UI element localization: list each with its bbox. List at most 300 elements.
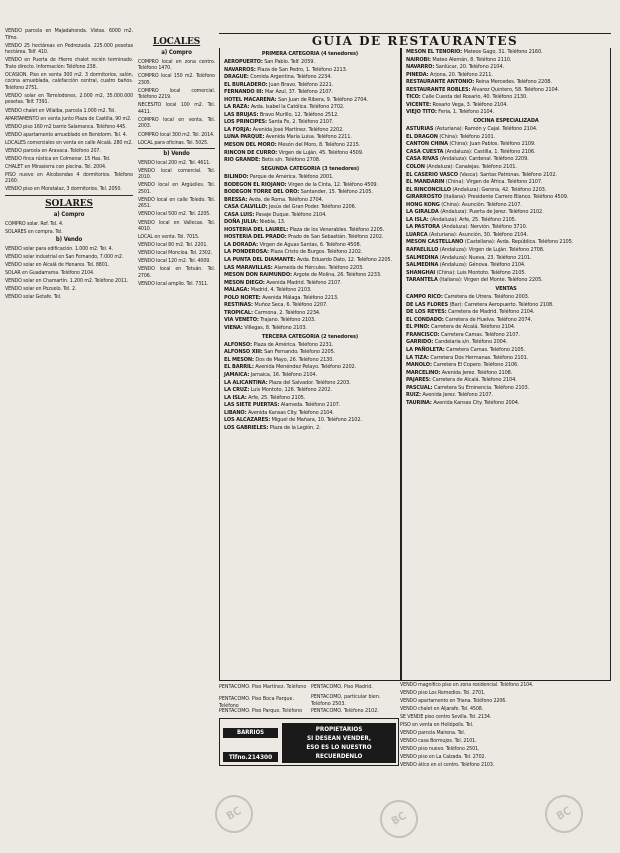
restaurant-details: Plaza de la Legión, 2. xyxy=(269,424,321,431)
classified-ad: VENDO solar en Chamartín. 1.200 m2. Teléfono 2011. xyxy=(5,277,129,284)
restaurant-details: Carretera Camas. Teléfono 2107. xyxy=(440,331,520,338)
classified-ad: VENDO solar Getafe. Tel. xyxy=(5,294,62,300)
restaurant-entry xyxy=(224,310,396,317)
restaurant-entry xyxy=(406,187,606,194)
restaurant-details: Plaza del Salvador. Teléfono 2203. xyxy=(268,379,351,386)
restaurant-name: LA ALICANTINA: xyxy=(224,379,268,386)
ad-line: PROPIETARIOS xyxy=(315,726,363,733)
restaurant-entry xyxy=(406,362,606,369)
ad-message xyxy=(282,723,396,763)
subsection-compro: a) Compro xyxy=(161,49,192,56)
restaurant-entry xyxy=(224,395,396,402)
restaurant-details: Carretera Dos Hermanas. Teléfono 2101. xyxy=(430,354,529,361)
restaurant-details: Trajano. Teléfono 2103. xyxy=(260,317,316,324)
restaurant-entry xyxy=(406,202,606,209)
restaurant-entry xyxy=(224,242,396,249)
restaurant-name: MESON DON RAIMUNDO: xyxy=(224,272,292,279)
restaurant-name: TROPICAL: xyxy=(224,309,253,316)
classified-ad: COMPRO local 150 m2. Teléfono 2305. xyxy=(138,73,215,86)
restaurant-details: (Andaluza): Nueva, 23. Teléfono 2101. xyxy=(439,254,532,261)
restaurant-details: Miguel de Mañara, 10. Teléfono 2102. xyxy=(271,417,362,424)
restaurant-details: Arjona, 20. Teléfono 2211. xyxy=(430,71,493,78)
restaurant-details: Jesús del Gran Poder. Teléfono 2206. xyxy=(268,204,357,211)
restaurant-name: LOS ALCAZARES: xyxy=(224,417,271,424)
ad-line: ESO ES LO NUESTRO xyxy=(306,744,372,751)
restaurant-name: TAURINA: xyxy=(406,399,432,406)
restaurant-name: MALAGA: xyxy=(224,287,250,294)
restaurant-details: Virgen de Luján, 45. Teléfono 4509. xyxy=(278,149,364,156)
restaurant-entry xyxy=(224,212,396,219)
restaurant-details: (Andaluza): Cardenal. Teléfono 2209. xyxy=(439,156,529,163)
restaurant-details: Santa Fe, 2. Teléfono 2107. xyxy=(268,119,334,126)
restaurant-name: HONG KONG xyxy=(406,201,440,208)
restaurant-details: Carretera Camas. Teléfono 2105. xyxy=(446,346,526,353)
small-ad: PENTACOMO. Piso Boca Parque. Teléfono xyxy=(219,696,295,709)
restaurant-entry xyxy=(224,349,396,356)
restaurant-details: (Andaluza): Arfe, 25. Teléfono 2105. xyxy=(430,216,517,223)
classified-ad: VENDO piso Los Remedios. Tel. 2701. xyxy=(400,690,486,697)
restaurant-name: LA PASTORA xyxy=(406,224,440,231)
classified-ad: VENDO solar en Pozuelo. Tel. 2. xyxy=(5,285,77,292)
divider xyxy=(138,148,215,149)
restaurant-details: Muñoz Seca, 6. Teléfono 2207. xyxy=(254,302,328,309)
restaurant-entry xyxy=(224,127,396,134)
restaurant-name: MESON DEL MORO: xyxy=(224,141,277,148)
restaurant-name: DE LOS REYES: xyxy=(406,309,447,316)
classified-ad: VENDO en Puerta de Hierro chalet recién terminado. Trato directo. Información: Teléfono 238. xyxy=(5,57,133,70)
restaurant-entry xyxy=(406,179,606,186)
restaurant-name: PINEDA: xyxy=(406,71,429,78)
classified-ad: APARTAMENTO en venta junto Plaza de Castilla, 90 m2. xyxy=(5,115,132,122)
restaurant-entry xyxy=(406,134,606,141)
restaurant-entry xyxy=(224,364,396,371)
restaurant-guide-right xyxy=(401,33,611,681)
restaurant-entry xyxy=(224,174,396,181)
restaurant-details: Avda. Eduardo Dato, 12. Teléfono 2205. xyxy=(296,256,392,263)
restaurant-name: LUNA PARQUE: xyxy=(224,134,265,141)
restaurant-name: RESTAURANTE ANTONIO: xyxy=(406,79,475,86)
restaurant-details: San Fernando. Teléfono 2205. xyxy=(264,349,336,356)
restaurant-name: LA FORJA: xyxy=(224,126,252,133)
restaurant-details: (Andaluza): Génova. Teléfono 2104. xyxy=(439,262,526,269)
classified-ad: LOCALES comerciales en venta en calle Alcalá. 280 m2. xyxy=(5,139,133,146)
restaurant-entry xyxy=(406,302,606,309)
restaurant-details: Carretera El Copero. Teléfono 2106. xyxy=(433,362,519,369)
restaurant-name: LA CRUZ: xyxy=(224,387,250,394)
restaurant-entry xyxy=(224,317,396,324)
subsection-compro: a) Compro xyxy=(53,211,85,219)
restaurant-entry xyxy=(406,164,606,171)
restaurant-details: Plaza de San Pedro, 1. Teléfono 2213. xyxy=(257,66,348,73)
classified-ad: VENDO magnífico piso en zona residencial. Teléfono 2104. xyxy=(400,682,534,688)
restaurant-details: Carretera de Utrera. Teléfono 2003. xyxy=(444,294,530,301)
restaurant-name: LA PAÑOLETA: xyxy=(406,346,445,353)
classified-ad: LOCAL para oficinas. Tel. 5025. xyxy=(138,139,209,146)
classified-ad: SOLAR en Guadarrama. Teléfono 2104. xyxy=(5,269,95,276)
restaurant-entry xyxy=(224,142,396,149)
watermark-stamp: BC xyxy=(373,793,425,845)
restaurant-name: RINCON DE CURRO: xyxy=(224,149,278,156)
restaurant-entry xyxy=(406,87,606,94)
small-ad: PENTACOMO. Piso Martínez. Teléfono xyxy=(219,684,307,690)
restaurant-details: Mateo Alemán, 8. Teléfono 2110. xyxy=(432,56,512,63)
restaurant-entry xyxy=(224,67,396,74)
restaurant-name: BILINDO: xyxy=(224,173,249,180)
restaurant-details: Plaza de los Venerables. Teléfono 2205. xyxy=(289,226,385,233)
restaurant-details: Carmona, 2. Teléfono 2234. xyxy=(254,309,321,316)
restaurant-name: HOTEL MACARENA: xyxy=(224,96,277,103)
restaurant-details: (Asturiana): Asunción, 30. Teléfono 2104. xyxy=(429,231,528,238)
classified-ad: VENDO solar en Torrelodones, 2.000 m2, 35.000.000 pesetas. Telf. 7391. xyxy=(5,92,133,106)
restaurant-name: RESTAURANTE ROBLES: xyxy=(406,86,471,93)
restaurant-details: Villegas, 8. Teléfono 2103. xyxy=(244,324,307,331)
classified-ad: SOLARES en compra. Tel. xyxy=(5,228,63,235)
restaurant-name: CAMPO RICO: xyxy=(406,294,443,301)
restaurant-name: LAS BRUJAS: xyxy=(224,111,259,118)
restaurant-details: Santander, 15. Teléfono 2105. xyxy=(300,189,373,196)
restaurant-name: EL MESON: xyxy=(224,356,254,363)
restaurant-entry xyxy=(224,249,396,256)
restaurant-name: TICO: xyxy=(406,94,421,101)
restaurant-name: ALFONSO: xyxy=(224,341,252,348)
small-ad: PENTACOMO. Piso Madrid. xyxy=(311,684,373,690)
restaurant-entry xyxy=(406,109,606,116)
restaurant-name: EL CASERIO VASCO xyxy=(406,171,458,178)
restaurant-name: FRANCISCO: xyxy=(406,331,440,338)
restaurant-name: ASTURIAS xyxy=(406,126,434,133)
subsection-vendo: b) Vendo xyxy=(55,236,83,244)
restaurant-entry xyxy=(224,119,396,126)
restaurant-details: Rosario Vega, 3. Teléfono 2104. xyxy=(432,101,508,108)
ad-telephone: Tlfno.214300 xyxy=(223,752,278,762)
restaurant-name: CASA CALVILLO: xyxy=(224,204,268,211)
category-heading: TERCERA CATEGORIA (2 tenedores) xyxy=(261,333,359,340)
restaurant-details: Carretera de Alcalá. Teléfono 2104. xyxy=(430,324,516,331)
restaurant-entry xyxy=(406,317,606,324)
restaurant-entry xyxy=(406,64,606,71)
restaurant-details: Jamaica, 16. Teléfono 2104. xyxy=(250,372,317,378)
restaurant-entry xyxy=(406,377,606,384)
restaurant-name: VIA VENETO: xyxy=(224,317,259,324)
restaurant-entry xyxy=(224,272,396,279)
restaurant-details: Avenida Kansas City. Teléfono 2104. xyxy=(247,409,334,416)
restaurant-details: Plaza de América. Teléfono 2231. xyxy=(253,341,334,348)
watermark-stamp: BC xyxy=(208,788,260,840)
restaurant-entry xyxy=(406,370,606,377)
restaurant-entry xyxy=(406,57,606,64)
restaurant-name: EL CONDADO: xyxy=(406,316,444,323)
restaurant-entry xyxy=(406,209,606,216)
restaurant-details: Prado de San Sebastián. Teléfono 2202. xyxy=(288,234,384,241)
restaurant-details: (Vasca): Santas Patronas. Teléfono 2102. xyxy=(459,171,557,178)
restaurant-entry xyxy=(224,265,396,272)
classified-ad: VENDO chalet en Aljarafe. Tel. 4508. xyxy=(400,706,484,713)
restaurant-entry xyxy=(406,262,606,269)
classified-ad: VENDO local 80 m2. Tel. 2201. xyxy=(138,242,208,249)
divider xyxy=(5,195,133,196)
classified-ad: VENDO local en Vallecas. Tel. 4010. xyxy=(138,219,215,233)
section-heading-locales: LOCALES xyxy=(152,37,201,47)
restaurant-name: MANOLO: xyxy=(406,362,432,369)
restaurant-entry xyxy=(406,232,606,239)
restaurant-name: NAVARRO: xyxy=(406,64,435,71)
restaurant-details: Álvarez Quintero, 58. Teléfono 2104. xyxy=(471,86,560,93)
classified-ad: VENDO local en calle Toledo. Tel. 2651. xyxy=(138,196,215,210)
restaurant-name: EL BARRIL: xyxy=(224,364,254,371)
restaurant-name: CASA CUESTA xyxy=(406,148,444,155)
restaurant-details: Avenida Jerez. Teléfono 2107. xyxy=(422,392,493,399)
restaurant-details: (China): Asunción. Teléfono 2107. xyxy=(441,201,522,208)
classified-ad: VENDO local 500 m2. Tel. 2205. xyxy=(138,211,211,218)
restaurant-name: RIO GRANDE: xyxy=(224,157,261,164)
small-ad: PENTACOMO, particular bien. Teléfono 2503. xyxy=(311,694,381,707)
restaurant-name: LIBANO: xyxy=(224,409,247,416)
restaurant-name: RAFAELILLO xyxy=(406,247,439,254)
propietarios-ad-box xyxy=(219,718,399,766)
restaurant-name: MARCELINO: xyxy=(406,369,441,376)
restaurant-details: Dos de Mayo, 26. Teléfono 2130. xyxy=(255,356,334,363)
restaurant-details: Juan Bravo. Teléfono 2221. xyxy=(269,81,334,88)
restaurant-name: CASA LUIS: xyxy=(224,211,255,218)
restaurant-details: (Andaluza): Nervión. Teléfono 3710. xyxy=(441,224,528,231)
restaurant-details: Feria, 1. Teléfono 2104. xyxy=(438,109,495,116)
restaurant-name: BODEGON TORRE DEL ORO: xyxy=(224,189,300,196)
restaurant-details: (China): Virgen de África. Teléfono 2107. xyxy=(445,179,543,186)
classified-ad: VENDO parcela en Majadahonda. Vistas. 6000 m2. Tlfno. xyxy=(5,28,133,41)
restaurant-name: EL PINO: xyxy=(406,324,430,331)
restaurant-entry xyxy=(406,239,606,246)
restaurant-entry xyxy=(224,74,396,81)
restaurant-details: Bravo Murillo, 12. Teléfono 2512. xyxy=(259,111,339,118)
restaurant-name: LA PUNTA DEL DIAMANTE: xyxy=(224,256,296,263)
restaurant-entry xyxy=(406,247,606,254)
restaurant-entry xyxy=(406,392,606,399)
restaurant-entry xyxy=(406,309,606,316)
restaurant-details: (China): Luis Montoto. Teléfono 2105. xyxy=(436,269,526,276)
restaurant-entry xyxy=(406,149,606,156)
restaurant-details: Avenida María Luisa. Teléfono 2211. xyxy=(265,134,352,141)
restaurant-entry xyxy=(406,141,606,148)
classifieds-column-1 xyxy=(5,28,133,788)
restaurant-name: NAIROBI: xyxy=(406,56,431,63)
restaurant-entry xyxy=(224,219,396,226)
restaurant-details: Carretera de Alcalá. Teléfono 2104. xyxy=(432,377,517,384)
restaurant-details: Carretera Su Eminencia. Teléfono 2103. xyxy=(433,384,530,391)
restaurant-details: Madrid, 4. Teléfono 2103. xyxy=(250,287,312,294)
restaurant-details: (Andaluza): Castilla, 1. Teléfono 2106. xyxy=(444,148,536,155)
restaurant-name: LA PONDEROSA: xyxy=(224,249,269,256)
watermark-stamp: BC xyxy=(538,788,590,840)
restaurant-entry xyxy=(406,277,606,284)
restaurant-name: SALMEDINA xyxy=(406,254,439,261)
classified-ad: VENDO piso en La Calzada. Tel. 2702. xyxy=(400,754,486,761)
restaurant-name: LOS PRINCIPES: xyxy=(224,119,267,126)
restaurant-name: LA GIRALDA xyxy=(406,209,439,216)
restaurant-name: ALFONSO XIII: xyxy=(224,349,263,356)
restaurant-details: Reina Mercedes. Teléfono 2208. xyxy=(475,79,552,86)
restaurant-details: (China): Teléfono 2101. xyxy=(439,133,496,140)
category-heading: SEGUNDA CATEGORIA (3 tenedores) xyxy=(260,166,360,173)
classified-ad: VENDO apartamento en Triana. Teléfono 2206. xyxy=(400,698,507,705)
classified-ad: VENDO parcela Mairena. Tel. xyxy=(400,730,466,737)
restaurant-name: GARRIDO: xyxy=(406,339,434,346)
ad-line: SI DESEAN VENDER, xyxy=(307,735,371,742)
restaurant-entry xyxy=(224,182,396,189)
restaurant-entry xyxy=(406,400,606,407)
restaurant-name: PASCUAL: xyxy=(406,384,433,391)
restaurant-details: (China): Juan Pablos. Teléfono 2109. xyxy=(449,141,536,148)
restaurant-details: Niebla, 13. xyxy=(259,219,286,226)
restaurant-name: CASA RIVAS xyxy=(406,156,439,163)
classified-ad: VENDO chalet en Villalba, parcela 1.000 m2. Tel. xyxy=(5,107,116,114)
small-ad: PENTACOMO. Teléfono 2102. xyxy=(311,708,379,714)
classified-ad: VENDO ático en el centro. Teléfono 2103. xyxy=(400,762,495,769)
restaurant-name: LA ISLA: xyxy=(224,394,247,401)
classified-ad: VENDO solar industrial en San Fernando, 7.000 m2. xyxy=(5,253,124,260)
subsection-vendo: b) Vendo xyxy=(163,150,190,158)
restaurant-entry xyxy=(224,295,396,302)
classified-ad: VENDO local comercial. Tel. 2010. xyxy=(138,167,215,181)
restaurant-details: Mateos Gago, 31. Teléfono 2160. xyxy=(463,49,543,55)
restaurant-entry xyxy=(224,204,396,211)
restaurant-details: Betis s/n. Teléfono 2708. xyxy=(261,157,321,164)
classified-ad: LOCAL en venta. Tel. 7015. xyxy=(138,234,200,241)
restaurant-entry xyxy=(224,257,396,264)
restaurant-entry xyxy=(406,79,606,86)
restaurant-entry xyxy=(224,357,396,364)
restaurant-entry xyxy=(224,150,396,157)
restaurant-name: SHANGHAI xyxy=(406,269,436,276)
restaurant-name: VIENA: xyxy=(224,324,243,331)
restaurant-details: Candelaria s/n. Teléfono 2004. xyxy=(434,339,508,346)
restaurant-name: NAVARROS: xyxy=(224,66,256,73)
category-heading: COCINA ESPECIALIZADA xyxy=(473,118,539,125)
restaurant-entry xyxy=(224,342,396,349)
restaurant-guide-left xyxy=(219,33,401,681)
classified-ad: COMPRO local en zona centro. Teléfono 1470. xyxy=(138,58,215,72)
restaurant-details: Avenida Madrid. Teléfono 2107. xyxy=(266,279,342,286)
restaurant-details: Luis Montoto, 126. Teléfono 2202. xyxy=(250,387,332,394)
restaurant-entry xyxy=(224,425,396,432)
classified-ad: COMPRO local comercial. Teléfono 2219. xyxy=(138,87,215,101)
restaurant-entry xyxy=(224,97,396,104)
restaurant-entry xyxy=(224,234,396,241)
restaurant-details: Avenida Kansas City. Teléfono 2004. xyxy=(433,399,520,406)
restaurant-name: VIEJO TITO: xyxy=(406,109,437,116)
restaurant-details: (Castellana): Avda. República. Teléfono 2105. xyxy=(464,239,574,246)
guide-title: GUIA DE RESTAURANTES xyxy=(219,34,611,48)
small-ad: PENTACOMO. Piso Parque. Teléfono xyxy=(219,708,303,714)
restaurant-entry xyxy=(224,112,396,119)
restaurant-details: San Pablo. Telf. 2059. xyxy=(264,58,315,65)
category-heading: VENTAS xyxy=(495,286,517,293)
restaurant-name: MESON DIEGO: xyxy=(224,279,265,286)
restaurant-entry xyxy=(224,280,396,287)
restaurant-details: Carretera de Madrid. Teléfono 2104. xyxy=(448,309,535,316)
restaurant-entry xyxy=(406,324,606,331)
classified-ad: PISO nuevo en Alcobendas 4 dormitorios. Teléfono 2160. xyxy=(5,171,133,185)
restaurant-details: Parque de América. Teléfono 2001. xyxy=(250,173,334,180)
ad-label: BARRIOS xyxy=(223,728,278,738)
restaurant-entry xyxy=(224,104,396,111)
restaurant-name: GIRARROSTO xyxy=(406,194,442,201)
restaurant-entry xyxy=(224,325,396,332)
restaurant-entry xyxy=(406,294,606,301)
restaurant-details: Sanlúcar, 20. Teléfono 2104. xyxy=(435,64,504,71)
restaurant-entry xyxy=(406,332,606,339)
restaurant-name: VICENTE: xyxy=(406,101,432,108)
restaurant-name: LAS SIETE PUERTAS: xyxy=(224,402,280,409)
restaurant-entry xyxy=(406,49,606,56)
restaurant-name: DOÑA JULIA: xyxy=(224,219,259,226)
classifieds-column-2 xyxy=(138,34,215,804)
restaurant-name: LUARCA xyxy=(406,231,428,238)
restaurant-entry xyxy=(224,157,396,164)
restaurant-entry xyxy=(406,126,606,133)
restaurant-details: Mesón del Moro, 8. Teléfono 2215. xyxy=(278,141,361,148)
restaurant-entry xyxy=(406,194,606,201)
classified-ad: CHALET en Mirasierra con piscina. Tel. 2004. xyxy=(5,163,107,170)
restaurant-name: LA ISLA: xyxy=(406,216,429,223)
restaurant-name: EL BURLADERO: xyxy=(224,81,268,88)
restaurant-entry xyxy=(406,94,606,101)
restaurant-entry xyxy=(406,156,606,163)
restaurant-details: (Andaluza): Puerta de Jerez. Teléfono 2102. xyxy=(440,209,544,216)
classified-ad: VENDO 25 hectáreas en Pedrezuela. 225.000 pesetas hectárea. Telf. 410. xyxy=(5,42,133,56)
restaurant-entry xyxy=(224,302,396,309)
restaurant-details: (Andaluza): Virgen de Luján. Teléfono 2708. xyxy=(439,247,545,254)
restaurant-name: LA TIZA: xyxy=(406,354,429,361)
restaurant-name: LA RAZA: xyxy=(224,104,250,111)
restaurant-details: Calle Cuesta del Rosario, 40. Teléfono 2130. xyxy=(422,94,528,101)
restaurant-details: Alameda de Hércules. Teléfono 2203. xyxy=(274,264,364,271)
classified-ad: COMPRO solar. Ref. Tel. 4. xyxy=(5,220,64,227)
restaurant-entry xyxy=(224,380,396,387)
restaurant-name: HOSTERIA DEL LAUREL: xyxy=(224,226,289,233)
restaurant-entry xyxy=(406,102,606,109)
restaurant-name: CANTON CHINA xyxy=(406,141,448,148)
classified-ad: VENDO piso 160 m2 barrio Salamanca. Teléfono 445. xyxy=(5,123,127,130)
restaurant-details: (Italiana): Virgen del Monte. Teléfono 2205. xyxy=(439,277,543,284)
restaurant-details: Avda. Isabel la Católica. Teléfono 2702. xyxy=(250,104,345,111)
classified-ad: VENDO solar en Alcalá de Henares. Tel. 8801. xyxy=(5,261,109,268)
restaurant-details: Avenida José Martínez. Teléfono 2202. xyxy=(252,126,344,133)
restaurant-entry xyxy=(406,385,606,392)
restaurant-name: EL RINCONCILLO xyxy=(406,186,451,193)
category-heading: PRIMERA CATEGORIA (4 tenedores) xyxy=(261,51,359,57)
restaurant-entry xyxy=(224,372,396,379)
classified-ad: NECESITO local 100 m2. Tel. 4411. xyxy=(138,102,215,115)
classified-ad: PISO en venta en Heliópolis. Tel. xyxy=(400,722,474,729)
restaurant-entry xyxy=(406,172,606,179)
restaurant-name: LA DORADA: xyxy=(224,241,259,248)
restaurant-name: LAS MARAVILLAS: xyxy=(224,264,273,271)
restaurant-entry xyxy=(224,402,396,409)
restaurant-entry xyxy=(406,270,606,277)
restaurant-entry xyxy=(224,89,396,96)
restaurant-entry xyxy=(224,134,396,141)
restaurant-name: POLO NORTE: xyxy=(224,294,261,301)
restaurant-name: DRAGUE: xyxy=(224,74,249,81)
classified-ad: SE VENDE piso centro Sevilla. Tel. 2134. xyxy=(400,714,492,721)
restaurant-entry xyxy=(406,217,606,224)
restaurant-entry xyxy=(406,347,606,354)
restaurant-details: Avenida Menéndez Pelayo. Teléfono 2202. xyxy=(255,364,357,371)
restaurant-name: MESON EL TENORIO: xyxy=(406,49,463,55)
restaurant-details: (Andaluza): Canalejas. Teléfono 2101. xyxy=(426,164,517,171)
restaurant-details: Plaza Cristo de Burgos. Teléfono 2202. xyxy=(270,249,363,256)
restaurant-name: MESON CASTELLANO xyxy=(406,239,464,246)
